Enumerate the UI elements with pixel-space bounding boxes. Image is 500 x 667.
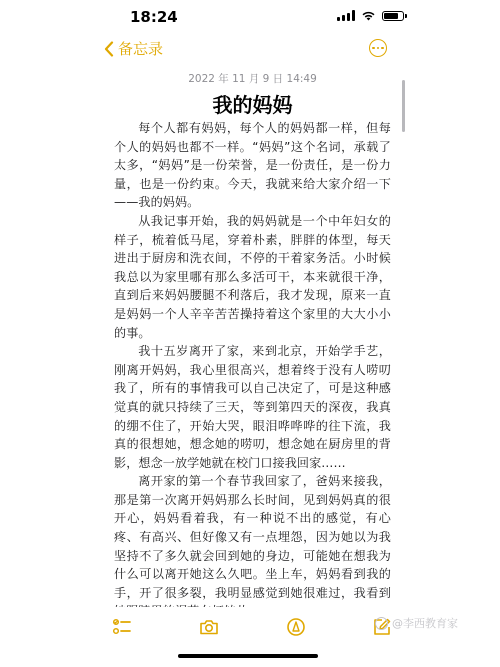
note-body[interactable]: [114, 119, 391, 621]
more-dot: [381, 47, 384, 50]
home-indicator[interactable]: [178, 654, 318, 658]
battery-level: [384, 13, 398, 19]
markup-button[interactable]: [286, 617, 306, 637]
wifi-icon: [361, 10, 376, 21]
watermark: [375, 615, 458, 631]
chevron-left-icon: [104, 41, 114, 57]
camera-icon: [199, 617, 219, 637]
status-bar: [0, 0, 500, 34]
note-paragraph: 离开家的第一个春节我回家了，爸妈来接我，那是第一次离开妈妈那么长时间，见到妈妈真的很开心，妈妈看着我，有一种说不出的感觉，有心疼、有高兴、但好像又有一点埋怨，因为她以为我坚持不了多久就会回到她的身边，可能她在想我为什么可以离开她这么久吧。坐上车，妈妈看到我的手，开了很多裂，我明显感觉到她很难过，我看到: [114, 474, 391, 600]
scroll-indicator[interactable]: [402, 80, 405, 132]
more-dot: [372, 47, 375, 50]
watermark-logo-icon: [375, 617, 388, 630]
checklist-icon: [112, 617, 132, 637]
note-paragraph: 每个人都有妈妈，每个人的妈妈都一样，但每个人的妈妈也都不一样。“妈妈”这个名词，承载了太多，“妈妈”是一份荣誉，是一份责任，是一份力量，也是一份约束。今天，我就来给大家介绍一下——我的妈妈。: [114, 121, 391, 210]
note-content[interactable]: [114, 70, 391, 621]
cellular-signal-icon: [337, 10, 355, 21]
note-date: 2022 年 11 月 9 日 14:49: [188, 73, 317, 85]
watermark-text: @李西教育家: [392, 617, 458, 630]
nav-bar: [0, 34, 500, 66]
note-title: 我的妈妈: [212, 93, 293, 117]
camera-button[interactable]: [199, 617, 219, 637]
checklist-button[interactable]: [112, 617, 132, 637]
note-paragraph: 我十五岁离开了家，来到北京，开始学手艺，刚离开妈妈，我心里很高兴，想着终于没有人唠叨我了，所有的事情我可以自己决定了，可是这种感觉真的就只持续了三天，等到第四天的深夜，我真的绷不住了，开始大哭，眼泪哗哗哗的往下流，我真的很想她，想念她的唠叨，想念她在厨房里的背影，想念一放学她就在校门口接我回家……: [114, 344, 391, 470]
markup-icon: [286, 617, 306, 637]
more-options-button[interactable]: [369, 39, 387, 57]
note-paragraph: 从我记事开始，我的妈妈就是一个中年妇女的样子，梳着低马尾，穿着朴素，胖胖的体型，每天进出于厨房和洗衣间，不停的干着家务活。小时候我总以为家里哪有那么多活可干，本来就很干净，直到后来妈妈腰腿不利落后，我才发现，原来一直是妈妈一个人辛辛苦苦操持着这个家里的大大小小的事。: [114, 213, 391, 340]
battery-icon: [382, 11, 404, 21]
status-time: 18:24: [130, 8, 178, 26]
back-label: 备忘录: [118, 40, 164, 58]
back-button[interactable]: [104, 38, 163, 59]
more-dot: [377, 47, 380, 50]
status-icons: [337, 10, 404, 21]
